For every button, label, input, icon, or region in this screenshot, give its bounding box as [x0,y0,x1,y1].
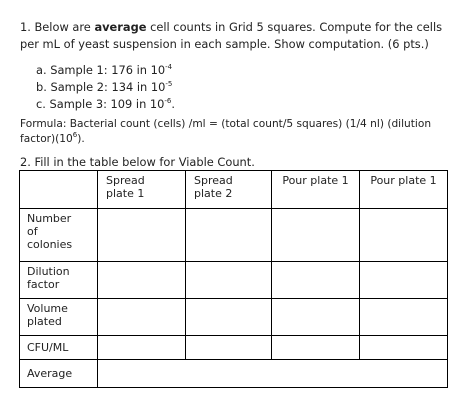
question-1-emphasis: average [94,20,147,34]
table-row [20,209,448,262]
table-cell[interactable] [186,299,272,336]
row-label: Volume plated [27,302,68,328]
row-label: Number of colonies [27,212,73,251]
sample-list [36,62,175,113]
row-label: Average [27,367,73,380]
table-row [20,299,448,336]
sample-item [36,96,175,113]
table-row [20,336,448,360]
sample-label: c. Sample 3: 109 in 10 [36,97,165,111]
header-cell [360,171,448,209]
question-1-prefix: 1. Below are [20,20,95,34]
header-label: Spread plate 2 [194,174,233,200]
table-row [20,360,448,388]
header-label: Pour plate 1 [282,174,349,187]
question-1-suffix: cell counts in Grid 5 squares. Compute for the cells per mL of yeast suspension in each sample. Show computation. (6 pts.) [20,20,443,51]
table-cell[interactable] [272,209,360,262]
table-cell[interactable] [360,299,448,336]
table-cell[interactable] [272,299,360,336]
table-cell[interactable] [360,262,448,299]
row-label: Dilution factor [27,265,70,291]
formula-body: Formula: Bacterial count (cells) /ml = (total count/5 squares) (1/4 nl) (dilution factor)(10 [20,118,432,145]
viable-count-table [19,170,448,388]
sample-end: . [171,97,176,111]
row-label-cell [20,299,98,336]
row-label: CFU/ML [27,341,69,354]
sample-exponent: -4 [165,63,173,71]
formula-exponent: 6 [72,131,78,139]
header-label: Spread plate 1 [106,174,145,200]
table-cell[interactable] [98,299,186,336]
row-label-cell [20,262,98,299]
table-cell[interactable] [98,209,186,262]
formula-text [20,117,460,147]
formula-end: ). [77,133,85,145]
sample-item [36,79,175,96]
table-cell[interactable] [98,262,186,299]
table-cell[interactable] [360,209,448,262]
table-cell[interactable] [186,336,272,360]
header-label: Pour plate 1 [370,174,437,187]
sample-label: a. Sample 1: 176 in 10 [36,63,166,77]
header-cell [20,171,98,209]
table-row [20,262,448,299]
row-label-cell [20,360,98,388]
table-cell[interactable] [186,262,272,299]
sample-exponent: -6 [164,97,172,105]
table-cell[interactable] [186,209,272,262]
row-label-cell [20,336,98,360]
question-2-text: 2. Fill in the table below for Viable Count. [20,155,255,169]
question-1-text [20,19,460,53]
sample-exponent: -5 [165,80,173,88]
table-header-row [20,171,448,209]
sample-item [36,62,175,79]
header-cell [186,171,272,209]
header-cell [98,171,186,209]
header-cell [272,171,360,209]
table-cell[interactable] [98,336,186,360]
average-cell[interactable] [98,360,448,388]
table-cell[interactable] [272,262,360,299]
row-label-cell [20,209,98,262]
sample-label: b. Sample 2: 134 in 10 [36,80,166,94]
table-cell[interactable] [360,336,448,360]
table-cell[interactable] [272,336,360,360]
